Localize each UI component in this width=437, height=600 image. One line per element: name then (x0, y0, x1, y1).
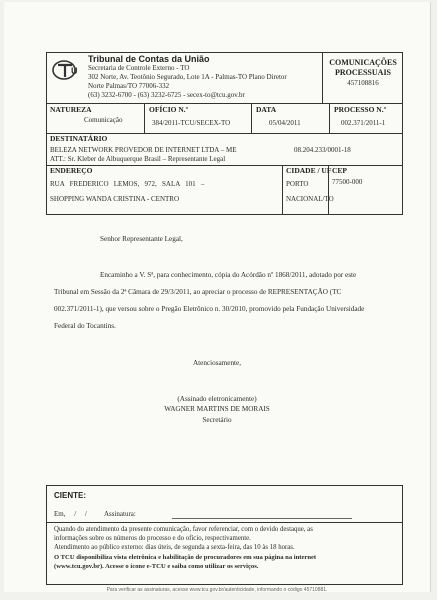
paragraph-line-3: 002.371/2011-1), que versou sobre o Pregão Eletrônico n. 30/2010, promovido pela Fundação Universidade (54, 305, 365, 313)
dept-name: Secretaria de Controle Externo - TO (88, 64, 190, 72)
paragraph-line-4: Federal do Tocantins. (54, 322, 116, 330)
footer-note-3: Atendimento ao público externo: dias úteis, de segunda a sexta-feira, das 10 às 18 horas. (54, 544, 295, 551)
endereco-line-2: SHOPPING WANDA CRISTINA - CENTRO (50, 195, 179, 203)
cep-value: 77500-000 (332, 178, 363, 186)
destinatario-att: ATT.: Sr. Kleber de Albuquerque Brasil – Representante Legal (50, 155, 226, 163)
data-label: DATA (256, 105, 277, 114)
destinatario-label: DESTINATÁRIO (50, 134, 108, 143)
salutation: Senhor Representante Legal, (100, 235, 183, 243)
footer-note-5: (www.tcu.gov.br). Acesse o ícone e-TCU e saiba como utilizar os serviços. (54, 563, 259, 570)
data-value: 05/04/2011 (269, 119, 301, 127)
natureza-value: Comunicação (84, 116, 123, 124)
svg-text:U: U (71, 66, 78, 76)
org-name: Tribunal de Contas da União (88, 54, 210, 64)
oficio-label: OFÍCIO N.º (149, 105, 189, 114)
tcu-logo (52, 59, 84, 81)
natureza-label: NATUREZA (50, 105, 92, 114)
processo-label: PROCESSO N.º (334, 105, 387, 114)
oficio-value: 384/2011-TCU/SECEX-TO (152, 119, 231, 127)
ciente-divider (46, 522, 403, 523)
signed-note: (Assinado eletronicamente) (177, 395, 257, 403)
cidade-line-1: PORTO (286, 180, 309, 188)
document-page (4, 2, 431, 592)
cidade-label: CIDADE / UF (286, 166, 332, 175)
destinatario-name: BELEZA NETWORK PROVEDOR DE INTERNET LTDA – ME (50, 146, 237, 154)
cep-label: CEP (332, 166, 347, 175)
address-line-2: Norte Palmas/TO 77006-332 (88, 82, 170, 90)
footer-note-4: O TCU disponibiliza vista eletrônica e habilitação de procuradores em sua página na internet (54, 554, 317, 561)
closing: Atenciosamente, (192, 359, 242, 367)
signer-name: WAGNER MARTINS DE MORAIS (164, 405, 270, 413)
bottom-note: Para verificar as assinaturas, acesse www.tcu.gov.br/autenticidade, informando o código 45710881. (106, 587, 328, 593)
paragraph-line-2: Tribunal em Sessão da 2ª Câmara de 29/3/2011, ao apreciar o processo de REPRESENTAÇÃO (TC (54, 288, 342, 296)
cidade-line-2: NACIONAL/TO (286, 195, 334, 203)
footer-note-2: informações sobre os números do processo e do ofício, respectivamente. (54, 535, 251, 542)
address-line-1: 302 Norte, Av. Teotônio Segurado, Lote 1A - Palmas-TO Plano Diretor (88, 73, 287, 81)
endereco-label: ENDEREÇO (50, 166, 93, 175)
footer-note-1: Quando do atendimento da presente comunicação, favor referenciar, com o devido destaque, as (54, 526, 313, 533)
signer-title: Secretário (202, 416, 232, 424)
signature-line[interactable] (172, 518, 352, 519)
phone-email: (63) 3232-6700 - (63) 3232-6725 - secex-to@tcu.gov.br (88, 91, 245, 99)
em-line: Em, / / Assinatura: (54, 510, 136, 518)
comm-number: 457108816 (347, 79, 379, 87)
comm-title-1: COMUNICAÇÕES (329, 58, 397, 67)
ciente-label: CIENTE: (54, 491, 86, 500)
processo-value: 002.371/2011-1 (341, 119, 386, 127)
paragraph-line-1: Encaminho a V. Sª, para conhecimento, cópia do Acórdão nº 1868/2011, adotado por este (100, 271, 357, 279)
destinatario-cnpj: 08.204.233/0001-18 (294, 146, 351, 154)
endereco-line-1: RUA FREDERICO LEMOS, 972, SALA 101 – (50, 180, 205, 188)
comm-title-2: PROCESSUAIS (334, 68, 391, 77)
